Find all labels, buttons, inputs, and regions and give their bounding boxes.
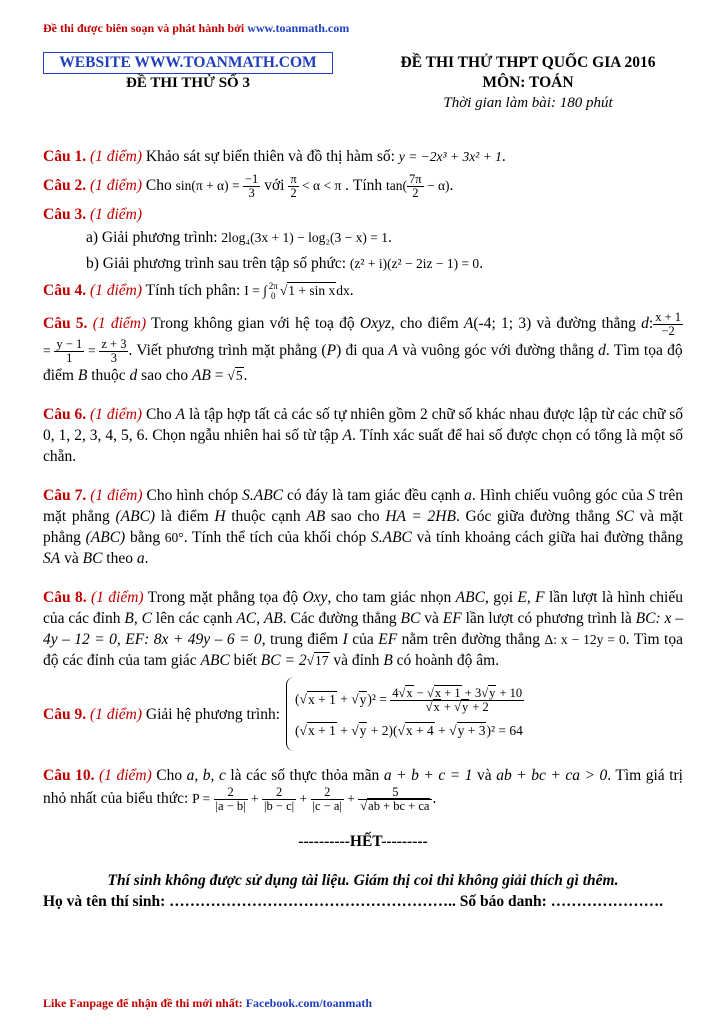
question-text: biết bbox=[229, 652, 261, 670]
fraction bbox=[262, 786, 296, 813]
question-points: (1 điểm) bbox=[99, 767, 152, 785]
question-text: và tính khoảng cách giữa hai đường thẳng bbox=[411, 529, 683, 547]
math-expr: HA = 2HB bbox=[385, 508, 456, 526]
math-expr: I bbox=[342, 631, 348, 649]
math-expr: P bbox=[326, 342, 337, 360]
question-text: lần lượt là hình chiếu của các đỉnh bbox=[43, 589, 683, 628]
top-note-link[interactable]: www.toanmath.com bbox=[247, 21, 350, 35]
question-points: (1 điểm) bbox=[89, 705, 143, 723]
question-text: sao cho bbox=[137, 367, 192, 385]
question-text: . Tìm tọa độ điểm bbox=[43, 342, 683, 385]
question-label: Câu 5. bbox=[43, 315, 88, 333]
question-text: . Viết phương trình mặt phẳng ( bbox=[128, 342, 327, 360]
fraction bbox=[653, 311, 683, 338]
punct: . bbox=[501, 148, 506, 165]
question-text: và vuông góc với đường thẳng bbox=[397, 342, 599, 360]
math-expr: Oxy bbox=[302, 589, 328, 607]
question-text: của bbox=[347, 631, 379, 649]
integral: I = ∫ bbox=[244, 283, 267, 298]
question-text: và mặt phẳng bbox=[43, 508, 684, 547]
math-expr: ( bbox=[295, 723, 300, 739]
radicand: y bbox=[359, 723, 367, 739]
radicand: x bbox=[433, 700, 440, 715]
math-expr: 2log₄(3x + 1) − log₂(3 − x) = 1 bbox=[221, 230, 389, 245]
question-text: và bbox=[472, 767, 497, 785]
denominator: 3 bbox=[248, 186, 255, 200]
equation-1: (√x + 1 + √y)² = $\frac{4√x - √x + 1 + 3√y + 10}{√x + √y + 2}$ bbox=[295, 686, 523, 715]
question-text: , cho tam giác nhọn bbox=[327, 589, 456, 607]
question-text: nằm trên đường thẳng bbox=[397, 631, 545, 649]
question-text: trên mặt phẳng bbox=[43, 487, 683, 526]
math-expr: + bbox=[336, 723, 352, 739]
question-text: thuộc cạnh bbox=[225, 508, 307, 526]
equation-system bbox=[286, 677, 524, 751]
question-points: (1 điểm) bbox=[89, 148, 143, 165]
question-text: ) đi qua bbox=[336, 342, 389, 360]
math-expr: + bbox=[296, 791, 311, 807]
math-expr: a + b + c = 1 bbox=[383, 767, 473, 785]
question-text: thuộc bbox=[87, 367, 130, 385]
question-6 bbox=[43, 404, 683, 467]
math-expr: (ABC) bbox=[85, 529, 126, 547]
question-5 bbox=[43, 311, 683, 386]
fraction bbox=[407, 173, 424, 200]
math-expr: a bbox=[136, 550, 145, 568]
math-expr: AC bbox=[236, 610, 257, 628]
question-text: là điểm bbox=[155, 508, 215, 526]
exam-number: ĐỀ THI THỬ SỐ 3 bbox=[126, 75, 250, 91]
question-text: . Các đường thẳng bbox=[282, 610, 401, 628]
punct: . bbox=[388, 229, 392, 246]
exam-title: ĐỀ THI THỬ THPT QUỐC GIA 2016 bbox=[400, 54, 656, 71]
radicand: y bbox=[359, 692, 367, 708]
math-expr: H bbox=[214, 508, 226, 526]
question-label: Câu 6. bbox=[43, 406, 87, 424]
math-expr: (z² + i)(z² − 2iz − 1) = 0 bbox=[349, 256, 480, 271]
question-text: là các số thực thỏa mãn bbox=[225, 767, 384, 785]
punct: , bbox=[256, 610, 264, 628]
math-expr: S bbox=[647, 487, 655, 505]
punct: . bbox=[432, 790, 437, 808]
fraction bbox=[243, 173, 260, 200]
punct: : bbox=[648, 315, 654, 333]
question-text: , cho điểm bbox=[390, 315, 464, 333]
website-box: WEBSITE WWW.TOANMATH.COM bbox=[43, 52, 333, 74]
question-points: (1 điểm) bbox=[90, 487, 143, 505]
exam-content bbox=[43, 146, 683, 912]
function-formula: y = −2x³ + 3x² + 1 bbox=[398, 149, 502, 164]
math-expr: = bbox=[84, 343, 100, 359]
math-expr: 4 bbox=[392, 686, 399, 701]
question-text: . Tìm tọa độ các đỉnh của tam giác bbox=[43, 631, 683, 670]
lower-limit: 0 bbox=[271, 291, 276, 302]
question-text: . Tính xác suất để hai số được chọn có tổng là một số chẵn. bbox=[43, 427, 684, 466]
question-points: (1 điểm) bbox=[92, 315, 147, 333]
question-label: Câu 4. bbox=[43, 282, 87, 299]
question-text: Giải hệ phương trình: bbox=[142, 705, 281, 723]
math-expr: F bbox=[535, 589, 545, 607]
bottom-note bbox=[43, 996, 372, 1011]
question-text: có hoành độ âm. bbox=[392, 652, 500, 670]
math-expr: + bbox=[336, 692, 352, 708]
numerator: y − 1 bbox=[56, 337, 83, 352]
question-10 bbox=[43, 765, 683, 813]
question-label: Câu 7. bbox=[43, 487, 87, 505]
question-3a bbox=[86, 227, 683, 248]
header-left bbox=[43, 52, 333, 92]
question-text: . Tính bbox=[341, 177, 387, 195]
facebook-link[interactable]: Facebook.com/toanmath bbox=[245, 996, 373, 1010]
question-text: Trong mặt phẳng tọa độ bbox=[143, 589, 303, 607]
math-expr: = bbox=[43, 343, 55, 359]
math-expr: A bbox=[175, 406, 186, 424]
punct: , bbox=[133, 610, 142, 628]
math-expr: sin(π + α) = bbox=[175, 178, 243, 194]
question-points: (1 điểm) bbox=[89, 406, 143, 424]
question-points: (1 điểm) bbox=[90, 589, 144, 607]
radicand: y + 3 bbox=[457, 723, 486, 739]
math-expr: ABC bbox=[455, 589, 485, 607]
numerator: 7π bbox=[409, 172, 422, 186]
question-text: có đáy là tam giác đều cạnh bbox=[283, 487, 465, 505]
math-expr: = bbox=[210, 367, 228, 385]
question-text: a) Giải phương trình: bbox=[86, 229, 222, 246]
denominator: √ab + bc + ca bbox=[360, 799, 430, 814]
question-9-intro bbox=[43, 704, 280, 725]
question-text: Cho bbox=[142, 406, 176, 424]
punct: . bbox=[479, 255, 484, 272]
math-expr: B bbox=[124, 610, 134, 628]
fraction bbox=[288, 173, 298, 200]
question-1 bbox=[43, 146, 683, 167]
math-expr: + bbox=[434, 723, 450, 739]
question-text: Cho bbox=[142, 177, 176, 195]
math-expr: P = bbox=[192, 791, 214, 807]
question-points: (1 điểm) bbox=[89, 206, 143, 223]
fraction bbox=[99, 338, 128, 365]
math-expr: − α) bbox=[423, 178, 450, 194]
math-expr: + 2)( bbox=[367, 723, 398, 739]
math-expr: d bbox=[129, 367, 138, 385]
question-4 bbox=[43, 280, 683, 301]
math-expr: a bbox=[464, 487, 472, 505]
sqrt: √1 + sin x bbox=[279, 283, 336, 298]
math-expr: d bbox=[641, 315, 649, 333]
math-expr: Δ: x − 12y = 0 bbox=[544, 632, 626, 648]
math-expr: BC = 2 bbox=[260, 652, 307, 670]
question-2 bbox=[43, 173, 683, 200]
numerator: 2 bbox=[262, 786, 296, 800]
question-text: . Tính thể tích của khối chóp bbox=[183, 529, 371, 547]
radicand: 17 bbox=[315, 653, 329, 669]
end-marker: ----------HẾT--------- bbox=[298, 833, 428, 851]
question-7 bbox=[43, 485, 683, 569]
question-points: (1 điểm) bbox=[89, 282, 143, 299]
question-text: . Hình chiếu vuông góc của bbox=[471, 487, 648, 505]
math-expr: AB bbox=[191, 367, 211, 385]
math-expr: AB bbox=[263, 610, 283, 628]
fraction bbox=[358, 786, 432, 813]
question-text: b) Giải phương trình sau trên tập số phức: bbox=[86, 255, 350, 272]
math-expr: + 2 bbox=[469, 700, 489, 715]
radicand: x + 1 bbox=[434, 686, 461, 701]
denominator: 2 bbox=[290, 186, 297, 200]
question-3b bbox=[86, 253, 683, 274]
question-text: Khảo sát sự biến thiên và đồ thị hàm số: bbox=[142, 148, 399, 165]
question-text: . Tìm giá trị nhỏ nhất của biểu thức: bbox=[43, 767, 683, 808]
question-text: bằng bbox=[125, 529, 165, 547]
math-expr: ABC bbox=[200, 652, 230, 670]
exam-time: Thời gian làm bài: 180 phút bbox=[443, 95, 613, 111]
exam-subject: MÔN: TOÁN bbox=[482, 74, 574, 91]
math-expr: tan( bbox=[386, 178, 408, 194]
math-expr: Oxyz bbox=[359, 315, 391, 333]
punct: . bbox=[349, 282, 354, 299]
math-expr: )² = 64 bbox=[486, 723, 523, 739]
question-label: Câu 3. bbox=[43, 206, 87, 223]
radicand: x bbox=[406, 686, 413, 701]
radicand: x + 1 bbox=[307, 692, 336, 708]
fraction bbox=[311, 786, 344, 813]
math-expr: 60° bbox=[164, 530, 184, 546]
question-text: Cho bbox=[151, 767, 187, 785]
bottom-note-text: Like Fanpage để nhận đề thi mới nhất: bbox=[43, 996, 246, 1010]
top-note-text: Đề thi được biên soạn và phát hành bởi bbox=[43, 21, 248, 35]
math-expr: d bbox=[598, 342, 606, 360]
math-expr: + bbox=[440, 700, 455, 715]
header-right bbox=[378, 53, 678, 113]
question-text: , gọi bbox=[484, 589, 518, 607]
question-label: Câu 1. bbox=[43, 148, 87, 165]
punct: . bbox=[449, 177, 454, 195]
math-expr: EF bbox=[378, 631, 398, 649]
question-text: và bbox=[420, 610, 443, 628]
question-text: , trung điểm bbox=[261, 631, 343, 649]
numerator: −1 bbox=[245, 172, 259, 186]
math-expr: < α < π bbox=[298, 178, 342, 194]
denominator: 1 bbox=[66, 351, 73, 366]
top-note bbox=[43, 21, 349, 36]
integral-limits bbox=[267, 281, 280, 301]
denominator: |a − b| bbox=[215, 799, 246, 814]
math-expr: dx bbox=[336, 283, 350, 298]
numerator: z + 3 bbox=[101, 337, 127, 352]
question-text: và bbox=[60, 550, 83, 568]
candidate-info-line: Họ và tên thí sinh: ……………………………………………….. Số báo danh: …………………. bbox=[43, 893, 664, 911]
math-expr: (ABC) bbox=[115, 508, 156, 526]
math-expr: A bbox=[463, 315, 474, 333]
math-expr: + bbox=[343, 791, 359, 807]
math-expr: C bbox=[141, 610, 152, 628]
math-expr: E bbox=[517, 589, 527, 607]
punct: . bbox=[243, 367, 248, 385]
numerator: 4√x − √x + 1 + 3√y + 10 bbox=[392, 686, 523, 701]
question-text: (-4; 1; 3) và đường thẳng bbox=[473, 315, 642, 333]
question-points: (1 điểm) bbox=[89, 177, 143, 195]
radicand: ab + bc + ca bbox=[368, 799, 430, 814]
radicand: y bbox=[461, 700, 469, 715]
math-expr: + 10 bbox=[496, 686, 523, 701]
question-8 bbox=[43, 587, 683, 671]
radicand: 1 + sin x bbox=[288, 283, 336, 298]
math-expr: BC: x – 4y – 12 = 0, EF: 8x + 49y – 6 = 0 bbox=[43, 610, 684, 649]
sqrt: √5 bbox=[227, 368, 243, 384]
question-3 bbox=[43, 204, 683, 225]
math-expr: a, b, c bbox=[186, 767, 226, 785]
question-text: lên các cạnh bbox=[151, 610, 237, 628]
fraction bbox=[214, 786, 248, 813]
numerator: π bbox=[290, 172, 297, 186]
question-text: lần lượt có phương trình là bbox=[461, 610, 636, 628]
question-text: Trong không gian với hệ toạ độ bbox=[146, 315, 360, 333]
radicand: x + 4 bbox=[405, 723, 434, 739]
question-text: với bbox=[260, 177, 289, 195]
math-expr: − bbox=[413, 686, 427, 701]
question-text: là tập hợp tất cả các số tự nhiên gồm 2 chữ số khác nhau được lập từ các chữ số 0, 1, 2, 3, 4, 5, 6. Chọn ngẫu nhiên hai số từ tập bbox=[43, 406, 684, 445]
math-expr: ab + bc + ca > 0 bbox=[496, 767, 608, 785]
math-expr: BC bbox=[82, 550, 103, 568]
denominator: −2 bbox=[661, 324, 675, 339]
radicand: x + 1 bbox=[307, 723, 336, 739]
math-expr: SA bbox=[43, 550, 61, 568]
denominator: 3 bbox=[110, 351, 118, 366]
denominator: 2 bbox=[412, 186, 419, 200]
math-expr: )² = bbox=[367, 692, 391, 708]
question-label: Câu 9. bbox=[43, 705, 87, 723]
math-expr: + 3 bbox=[461, 686, 482, 701]
math-expr: + bbox=[247, 791, 263, 807]
denominator: |b − c| bbox=[264, 799, 295, 814]
punct: , bbox=[526, 589, 536, 607]
math-expr: EF bbox=[442, 610, 462, 628]
punct: . bbox=[144, 550, 149, 568]
numerator: 5 bbox=[358, 786, 432, 800]
question-9 bbox=[43, 677, 683, 751]
candidate-warning: Thí sinh không được sử dụng tài liệu. Giám thị coi thi không giải thích gì thêm. bbox=[107, 872, 619, 890]
question-label: Câu 10. bbox=[43, 767, 95, 785]
math-expr: A bbox=[342, 427, 353, 445]
math-expr: SC bbox=[615, 508, 634, 526]
radicand: 5 bbox=[235, 368, 243, 384]
question-text: Tính tích phân: bbox=[142, 282, 245, 299]
question-text: sao cho bbox=[325, 508, 386, 526]
question-text: . Góc giữa đường thẳng bbox=[455, 508, 616, 526]
upper-limit: 2π bbox=[268, 281, 278, 292]
math-expr: B bbox=[77, 367, 88, 385]
math-expr: B bbox=[383, 652, 393, 670]
radicand: y bbox=[489, 686, 496, 701]
numerator: x + 1 bbox=[655, 310, 682, 325]
math-expr: BC bbox=[400, 610, 421, 628]
sqrt: √17 bbox=[306, 653, 329, 669]
fraction bbox=[390, 687, 524, 714]
numerator: 2 bbox=[214, 786, 248, 800]
denominator: √x + √y + 2 bbox=[425, 700, 489, 715]
math-expr: A bbox=[388, 342, 398, 360]
question-label: Câu 8. bbox=[43, 589, 87, 607]
math-expr: S.ABC bbox=[371, 529, 412, 547]
fraction bbox=[54, 338, 84, 365]
question-label: Câu 2. bbox=[43, 177, 87, 195]
math-expr: ( bbox=[295, 692, 300, 708]
equation-2: (√x + 1 + √y + 2)(√x + 4 + √y + 3)² = 64 bbox=[295, 723, 523, 739]
question-text: và đỉnh bbox=[329, 652, 384, 670]
question-text: theo bbox=[102, 550, 137, 568]
denominator: |c − a| bbox=[312, 799, 342, 814]
numerator: 2 bbox=[311, 786, 344, 800]
math-expr: AB bbox=[306, 508, 326, 526]
question-text: Cho hình chóp bbox=[142, 487, 243, 505]
math-expr: S.ABC bbox=[242, 487, 284, 505]
